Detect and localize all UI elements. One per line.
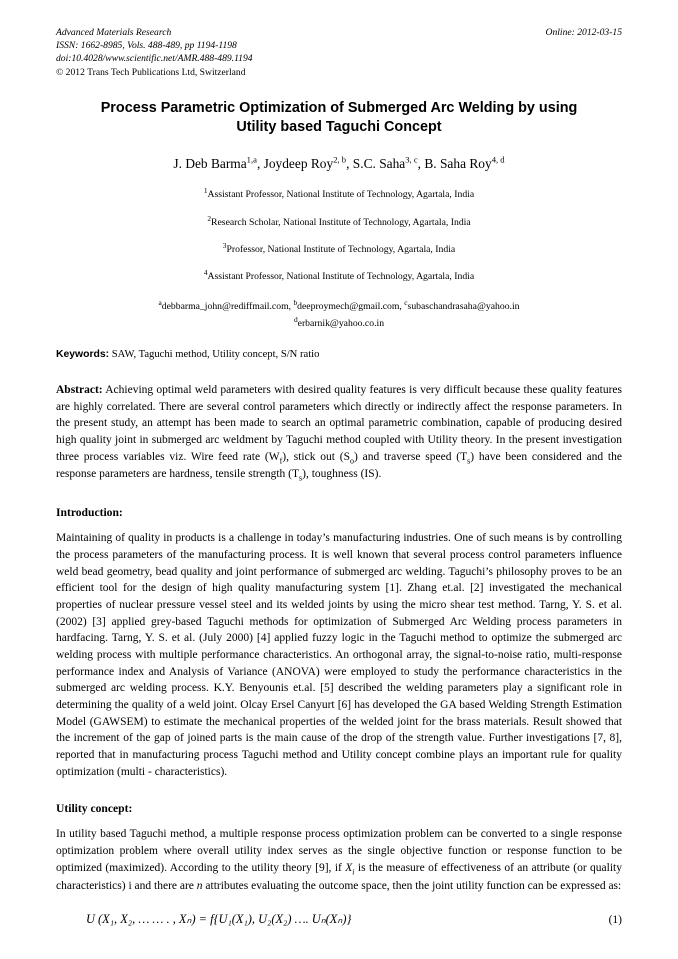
email-a: debbarma_john@rediffmail.com,: [161, 300, 294, 312]
abstract-sub-2: o: [350, 455, 355, 465]
author-4-name: , B. Saha Roy: [417, 156, 492, 172]
keywords-label: Keywords:: [56, 349, 110, 361]
email-block: [56, 297, 622, 333]
author-3-sup: 3, c: [405, 154, 418, 165]
affiliation-1-text: Assistant Professor, National Institute of Technology, Agartala, India: [207, 189, 475, 201]
author-4-sup: 4, d: [491, 154, 505, 165]
doi-line: doi:10.4028/www.scientific.net/AMR.488-489.1194: [56, 53, 253, 65]
email-d-sup: d: [293, 315, 298, 325]
abstract-sub-4: s: [299, 473, 303, 483]
author-1-sup: 1,a: [246, 154, 257, 165]
abstract-block: [56, 382, 622, 484]
abstract-sub-3: s: [467, 455, 471, 465]
email-c-sup: c: [404, 297, 408, 307]
affiliation-1-sup: 1: [203, 186, 208, 196]
author-list: [56, 154, 622, 174]
affiliation-1: [56, 186, 622, 201]
email-line-2: [56, 314, 622, 332]
email-c: subaschandrasaha@yahoo.in: [407, 300, 520, 312]
affiliation-2: [56, 214, 622, 229]
author-4: [418, 156, 505, 171]
utility-xi-sub: i: [352, 867, 355, 877]
keywords-value: SAW, Taguchi method, Utility concept, S/N ratio: [109, 349, 320, 361]
utility-part-3: attributes evaluating the outcome space, then the joint utility function can be expressed as:: [202, 879, 622, 892]
email-a-sup: a: [158, 297, 162, 307]
utility-paragraph: [56, 826, 622, 894]
abstract-part-2: ), stick out (S: [282, 450, 351, 463]
online-date: Online: 2012-03-15: [545, 27, 622, 38]
author-1-name: J. Deb Barma: [173, 156, 247, 172]
page-title: [56, 99, 622, 137]
affiliation-2-sup: 2: [207, 213, 212, 223]
abstract-part-1: Achieving optimal weld parameters with desired quality features is very difficult because these quality features are highly correlated. There are several control parameters which directly or indirectly affect the response parameters. In the present study, an attempt has been made to search an optimal parametric combination, capable of producing desired high quality joint in submerged arc weldment by Taguchi method coupled with Utility theory. In the present investigation three process variables viz. Wire feed rate (W: [56, 383, 622, 463]
author-3-name: , S.C. Saha: [346, 156, 406, 172]
author-2-sup: 2, b: [333, 154, 347, 165]
introduction-heading: Introduction:: [56, 506, 123, 520]
affiliation-2-text: Research Scholar, National Institute of Technology, Agartala, India: [211, 216, 471, 228]
email-line-1: [56, 297, 622, 315]
equation-1: U (X₁, X₂, … … . , Xₙ) = f{U₁(X₁), U₂(X₂) …. Uₙ(Xₙ)}: [86, 912, 352, 927]
author-2-name: , Joydeep Roy: [256, 156, 334, 172]
affiliation-4-text: Assistant Professor, National Institute of Technology, Agartala, India: [207, 271, 475, 283]
affiliation-3-text: Professor, National Institute of Technology, Agartala, India: [226, 244, 456, 256]
issn-line: ISSN: 1662-8985, Vols. 488-489, pp 1194-1198: [56, 40, 237, 52]
utility-part-2: is the measure of effectiveness of an attribute (or quality characteristics) i and there are: [56, 861, 622, 892]
affiliation-4: [56, 268, 622, 283]
author-2: [257, 156, 346, 171]
abstract-sub-1: f: [279, 455, 283, 465]
equation-row: [56, 911, 622, 927]
utility-part-1: In utility based Taguchi method, a multiple response process optimization problem can be converted to a single response optimization problem where overall utility index serves as the single objective function or response function to be optimized (maximized). According to the utility theory [9], if: [56, 828, 622, 874]
utility-heading: Utility concept:: [56, 802, 133, 816]
header-top-row: [56, 26, 622, 39]
journal-name: Advanced Materials Research: [56, 27, 172, 38]
affiliation-4-sup: 4: [203, 268, 208, 278]
email-d: erbarnik@yahoo.co.in: [297, 318, 385, 330]
title-line-2: Utility based Taguchi Concept: [236, 118, 442, 135]
affiliation-3: [56, 241, 622, 256]
affiliation-3-sup: 3: [222, 240, 227, 250]
abstract-label: Abstract:: [56, 383, 103, 396]
utility-symbol-xi: [345, 861, 355, 877]
abstract-part-4: ) have been considered and the response parameters are hardness, tensile strength (T: [56, 450, 622, 481]
abstract-part-5: ), toughness (IS).: [302, 468, 382, 481]
email-b-sup: b: [293, 297, 298, 307]
abstract-part-3: ) and traverse speed (T: [354, 450, 468, 463]
title-line-1: Process Parametric Optimization of Submerged Arc Welding by using: [100, 99, 578, 116]
page-header: [56, 26, 622, 79]
keywords-block: [56, 348, 622, 363]
equation-1-number: (1): [608, 914, 622, 927]
utility-symbol-n: n: [196, 879, 203, 892]
copyright-line: © 2012 Trans Tech Publications Ltd, Switzerland: [56, 66, 246, 78]
utility-xi: X: [345, 861, 353, 874]
author-1: [173, 156, 257, 171]
introduction-paragraph: Maintaining of quality in products is a challenge in today’s manufacturing industries. One of such means is by controlling the process parameters of the manufacturing process. It is well known that several process control parameters influence weld bead geometry, bead quality and joint performance of submerged arc welding. Taguchi’s philosophy proves to be an efficient tool for the design of high quality manufacturing system [1]. Zhang et.al. [2] investigated the mechanical properties of nuclear pressure vessel steel and its welded joints by using the micro shear test method. Tarng, Y. S. et al. (2002) [3] applied grey-based Taguchi methods for optimization of Submerged Arc Welding process parameters in hardfacing. Tarng, Y. S. et al. (July 2000) [4] applied fuzzy logic in the Taguchi method to optimize the submerged arc welding process with multiple performance characteristics. An orthogonal array, the signal-to-noise ratio, multi-response performance index and Analysis of Variance (ANOVA) were employed to study the performance characteristics in the submerged arc welding process. K.Y. Benyounis et.al. [5] described the welding parameters play a significant role in determining the quality of a weld joint. Olcay Ersel Canyurt [6] has developed the GA based Welding Strength Estimation Model (GAWSEM) to estimate the mechanical properties of the welded joint for the brass materials. Result showed that the increment of the gap of joined parts is the main cause of the drop of the strength value. Further investigations [7, 8], reported that in manufacturing process Taguchi method and Utility concept combine plays an important rule for quality optimization (multi - characteristics).: [56, 532, 622, 778]
author-3: [346, 156, 418, 171]
email-b: deeproymech@gmail.com,: [297, 300, 405, 312]
